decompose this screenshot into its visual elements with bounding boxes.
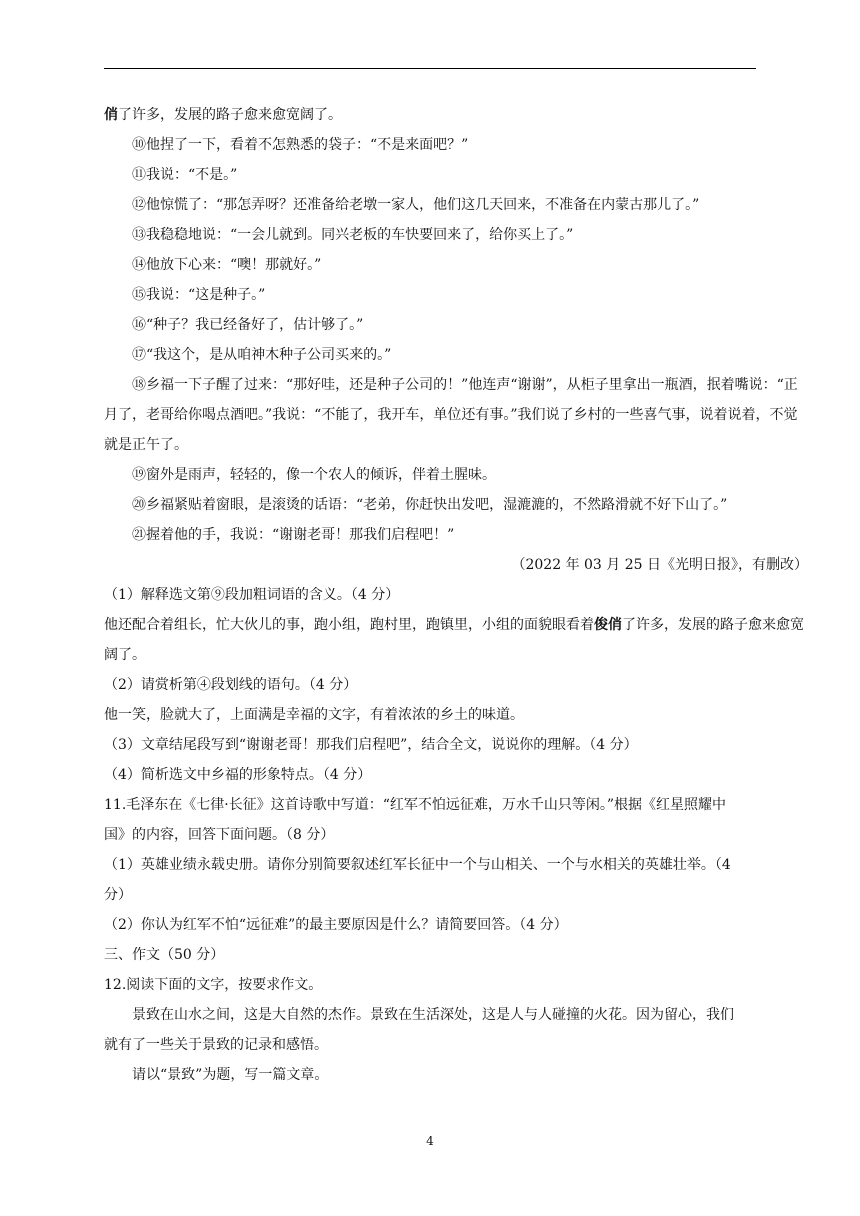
- source-citation: （2022 年 03 月 25 日《光明日报》，有删改）: [511, 557, 808, 573]
- paragraph-11: ⑪我说：“不是。”: [132, 167, 238, 183]
- question-3: （3）文章结尾段写到“谢谢老哥！那我们启程吧”，结合全文，说说你的理解。（4 分）: [104, 737, 638, 753]
- composition-instruction: 请以“景致”为题，写一篇文章。: [132, 1067, 329, 1083]
- page-content: [104, 100, 808, 1090]
- question-1-quote: 他还配合着组长，忙大伙儿的事，跑小组，跑村里，跑镇里，小组的面貌眼看着俊俏了许多，发展的路子愈来愈宽阔了。: [104, 617, 804, 663]
- paragraph-17: ⑰“我这个，是从咱神木种子公司买来的。”: [132, 347, 392, 363]
- question-2-quote: 他一笑，脸就大了，上面满是幸福的文字，有着浓浓的乡土的味道。: [104, 707, 524, 723]
- question-2: （2）请赏析第④段划线的语句。（4 分）: [104, 677, 358, 693]
- paragraph-15: ⑮我说：“这是种子。”: [132, 287, 266, 303]
- paragraph-9-tail: 俏了许多，发展的路子愈来愈宽阔了。: [104, 107, 342, 123]
- question-11-2: （2）你认为红军不怕“远征难”的最主要原因是什么？请简要回答。（4 分）: [104, 917, 568, 933]
- paragraph-13: ⑬我稳稳地说：“一会儿就到。同兴老板的车快要回来了，给你买上了。”: [132, 227, 574, 243]
- paragraph-20: ⑳乡福紧贴着窗眼，是滚烫的话语：“老弟，你赶快出发吧，湿漉漉的，不然路滑就不好下山了。”: [132, 497, 728, 513]
- paragraph-18: ⑱乡福一下子醒了过来：“那好哇，还是种子公司的！”他连声“谢谢”，从柜子里拿出一瓶酒，抿着嘴说：“正月了，老哥给你喝点酒吧。”我说：“不能了，我开车，单位还有事。”我们说了乡村的一些喜气事，说着说着，不觉就是正午了。: [104, 377, 798, 453]
- header-rule: [104, 68, 756, 69]
- paragraph-12: ⑫他惊慌了：“那怎弄呀？还准备给老墩一家人，他们这几天回来，不准备在内蒙古那儿了。”: [132, 197, 700, 213]
- composition-heading: 三、作文（50 分）: [104, 947, 225, 963]
- paragraph-21: ㉑握着他的手，我说：“谢谢老哥！那我们启程吧！”: [132, 527, 455, 543]
- composition-prompt: 景致在山水之间，这是大自然的杰作。景致在生活深处，这是人与人碰撞的火花。因为留心，我们就有了一些关于景致的记录和感悟。: [104, 1007, 734, 1053]
- paragraph-10: ⑩他捏了一下，看着不怎熟悉的袋子：“不是来面吧？”: [132, 137, 469, 153]
- question-4: （4）简析选文中乡福的形象特点。（4 分）: [104, 767, 372, 783]
- page-number: 4: [426, 1134, 434, 1148]
- bold-word: 俏: [104, 107, 118, 123]
- question-12: 12.阅读下面的文字，按要求作文。: [104, 977, 323, 993]
- question-11: 11.毛泽东在《七律·长征》这首诗歌中写道：“红军不怕远征难，万水千山只等闲。”根据《红星照耀中国》的内容，回答下面问题。（8 分）: [104, 797, 727, 843]
- bold-word: 俊俏: [594, 617, 622, 633]
- paragraph-14: ⑭他放下心来：“噢！那就好。”: [132, 257, 322, 273]
- paragraph-16: ⑯“种子？我已经备好了，估计够了。”: [132, 317, 364, 333]
- question-1: （1）解释选文第⑨段加粗词语的含义。（4 分）: [104, 587, 400, 603]
- question-11-1: （1）英雄业绩永载史册。请你分别简要叙述红军长征中一个与山相关、一个与水相关的英雄壮举。（4 分）: [104, 857, 731, 903]
- paragraph-19: ⑲窗外是雨声，轻轻的，像一个农人的倾诉，伴着土腥味。: [132, 467, 496, 483]
